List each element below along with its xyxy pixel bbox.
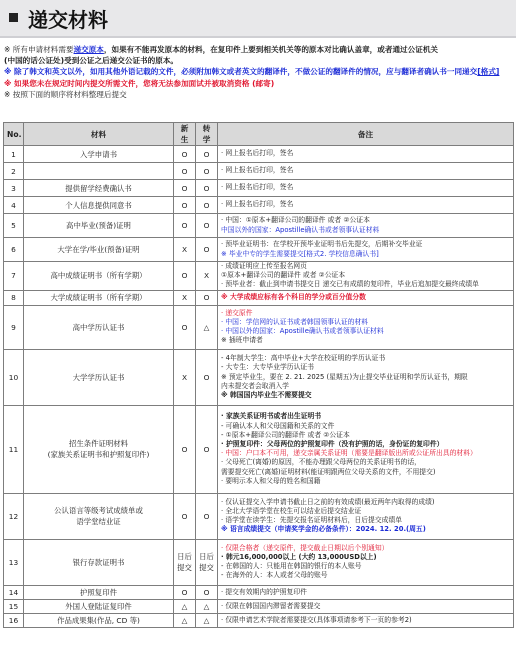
- table-row: 6 大学在学/毕业(预备)证明 X O · 预毕业证明书：在学校开预毕业证明书后先提交，后期补交毕业证 ※ 毕业中专的学生需要提交[格式2. 学校信息确认书]: [4, 238, 514, 262]
- table-row: 10 大学学历认证书 X O - 4年制大学生：高中毕业+大学在校证明的学历认证书 - 大专生：大专毕业学历认证书 ※ 预定毕业生，要在 2. 21. 2025 (星期五)为止提交毕业证明和学历认证书，期限 内未提交者会取消入学 ※ 韩国国内毕业生不需要提交: [4, 349, 514, 405]
- header-fresh: 新生: [174, 123, 196, 146]
- table-row: 15 外国人登陆证复印件 △ △ · 仅限在韩国国内滞留者需要提交: [4, 599, 514, 613]
- header-remark: 备注: [218, 123, 514, 146]
- table-header-row: [4, 123, 514, 146]
- notes-section: [4, 44, 514, 100]
- note-original-docs: ※ 所有申请材料需要递交原本，如果有不能再发原本的材料，在复印件上要到相关机关等的原本对比确认盖章，或者通过公证机关: [4, 45, 439, 54]
- title-bar: [0, 0, 516, 38]
- table-row: 2 O O · 网上报名后打印，签名: [4, 163, 514, 180]
- table-row: 9 高中学历认证书 O △ · 递交原件 · 中国：学信网的认证书或者韩国领事认证的材料 · 中国以外的国家：Apostille确认书或者领事认证材料 ※ 插班申请者: [4, 305, 514, 349]
- table-row: 13 银行存款证明书 日后提交 日后提交 · 仅限合格者（递交原件，提交截止日期以后个别通知） · 韩元16,000,000以上 (大约 13,000USD以上) - 在韩国的人：只能用在韩国的银行的本人账号 - 在海外的人：本人或者父母的账号: [4, 539, 514, 585]
- page-title: 递交材料: [28, 8, 108, 32]
- table-row: 3 提供留学经费确认书 O O · 网上报名后打印，签名: [4, 180, 514, 197]
- square-bullet-icon: [9, 13, 18, 22]
- table-row: 11 招生条件证明材料 (家族关系证明书和护照复印件) O O · 家族关系证明书或者出生证明书 - 可确认本人和父母国籍和关系的文件 - ①原本+翻译公司的翻译件 或者 ②公证本 · 护照复印件：父母两位的护照复印件（没有护照的话，身份证的复印件） · 中国：户口本不可用，递交亲属关系证明（需要是翻译版出所或公证所出具的材料） · 父母死亡(离婚)的原因，不能办理跟父母两位的关系证明书的话， 需要提交死亡(离婚)证明材料(能证明跟两位父母关系的文件，不用提交) · 要明示本人和父母的姓名和国籍: [4, 405, 514, 493]
- note-deadline: ※ 如果您未在规定时间内提交所需文件，您将无法参加面试并被取消资格 (邮寄): [4, 78, 275, 88]
- header-transfer: 转学: [196, 123, 218, 146]
- documents-table: [3, 122, 514, 628]
- table-row: 1 入学申请书 O O · 网上报名后打印，签名: [4, 146, 514, 163]
- table-row: 8 大学成绩证明书（所有学期） X O ※ 大学成绩应标有各个科目的学分或百分值分数: [4, 290, 514, 305]
- header-doc: 材料: [24, 123, 174, 146]
- table-row: 14 护照复印件 O O · 提交有效期内的护照复印件: [4, 585, 514, 599]
- table-row: 7 高中成绩证明书（所有学期） O X · 成绩证明应上传至报名网页 ①原本+翻译公司的翻译件 或者 ②公证本 · 预毕业者：截止到申请书提交日 递交已有成绩的复印件，毕业后追加提交最终成绩单: [4, 262, 514, 291]
- table-row: 5 高中毕业(预备)证明 O O · 中国：①原本+翻译公司的翻译件 或者 ②公证本 中国以外的国家：Apostille确认书或者领事认证材料: [4, 214, 514, 238]
- note-order: ※ 按照下面的顺序将材料整理后提交: [4, 89, 127, 99]
- table-row: 12 公认语言等级考试成绩单或 语学堂结业证 O O · 仅认证提交入学申请书截止日之前的有效成绩(最近两年内取得的成绩) · 全北大学语学堂在校生可以结业后提交结业证 · 语学堂在读学生：先提交报名证明材料后，日后提交成绩单 ※ 语言成绩提交（申请奖学金的必备条件）：2024. 12. 20.(周五): [4, 493, 514, 539]
- note-notary: (中国的话公证处)受到公证之后递交公证书的原本。: [4, 56, 179, 66]
- table-row: 16 作品成果集(作品, CD 等) △ △ · 仅限申请艺术学院者需要提交(具体事项请参考下一页的参考2): [4, 613, 514, 627]
- table-row: 4 个人信息提供同意书 O O · 网上报名后打印，签名: [4, 197, 514, 214]
- header-no: No.: [4, 123, 24, 146]
- note-translation: ※ 除了韩文和英文以外，如用其他外语记载的文件，必须附加韩文或者英文的翻译件，不做公证的翻译件的情况，应与翻译者确认书一同递交[格式]: [4, 67, 500, 77]
